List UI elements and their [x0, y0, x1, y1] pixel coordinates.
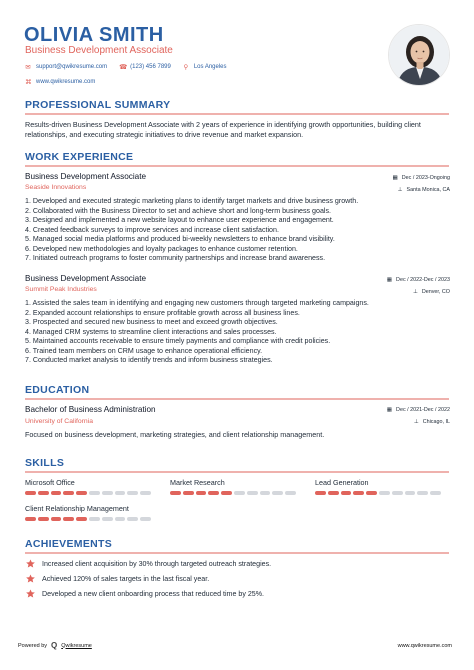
job-2-dates: [387, 277, 450, 283]
skill-level-segment: [89, 517, 100, 521]
phone-text: (123) 456 7899: [130, 64, 171, 70]
skill-level-segment: [417, 491, 428, 495]
location-text: Los Angeles: [193, 64, 227, 70]
skill-level-segment: [115, 517, 126, 521]
skill-4-level-bar: [25, 517, 151, 521]
job-1-dates-text: Dec / 2023-Ongoing: [401, 175, 450, 181]
skill-level-segment: [89, 491, 100, 495]
contact-phone[interactable]: [119, 63, 171, 71]
skill-level-segment: [25, 491, 36, 495]
experience-heading: WORK EXPERIENCE: [25, 151, 134, 163]
skill-level-segment: [328, 491, 339, 495]
education-dates: [387, 407, 450, 413]
skill-level-segment: [127, 517, 138, 521]
skill-level-segment: [234, 491, 245, 495]
portrait-image: [389, 25, 450, 86]
skill-1-name: Microsoft Office: [25, 478, 75, 487]
skill-3-name: Lead Generation: [315, 478, 369, 487]
job-2-location: [413, 289, 450, 295]
footer-brand-link[interactable]: Qwikresume: [61, 642, 92, 649]
list-item: 2. Collaborated with the Business Director to set and achieve short and long-term business goals.: [25, 206, 331, 215]
skill-level-segment: [115, 491, 126, 495]
contact-row-primary: [25, 63, 239, 71]
education-degree: Bachelor of Business Administration: [25, 405, 156, 414]
skill-level-segment: [183, 491, 194, 495]
skill-1-level-bar: [25, 491, 151, 495]
skill-level-segment: [102, 517, 113, 521]
list-item: 4. Created feedback surveys to improve services and increase client satisfaction.: [25, 225, 279, 234]
skill-level-segment: [140, 491, 151, 495]
list-item: 3. Prospected and secured new business to meet and exceed growth objectives.: [25, 318, 278, 326]
experience-divider: [25, 165, 449, 167]
link-icon: ⌘: [25, 79, 32, 86]
skill-2-level-bar: [170, 491, 296, 495]
education-description: Focused on business development, marketing strategies, and client relationship management.: [25, 430, 325, 439]
job-2-company: Summit Peak Industries: [25, 286, 97, 293]
list-item: 3. Designed and implemented a new website layout to enhance user experience and engagement.: [25, 216, 334, 224]
education-divider: [25, 398, 449, 400]
phone-icon: ☎: [119, 64, 128, 71]
calendar-icon: ▦: [386, 277, 393, 283]
skill-level-segment: [247, 491, 258, 495]
job-1-location: [398, 187, 450, 193]
skill-level-segment: [76, 491, 87, 495]
list-item: 6. Developed new methodologies and loyalty packages to enhance customer retention.: [25, 244, 298, 253]
list-item: 4. Managed CRM systems to streamline client interactions and sales processes.: [25, 327, 277, 336]
skill-level-segment: [285, 491, 296, 495]
skill-2-name: Market Research: [170, 478, 225, 487]
job-1-responsibilities: [25, 197, 450, 264]
list-item: 1. Assisted the sales team in identifying and engaging new customers through targeted marketing campaigns.: [25, 299, 369, 307]
award-star-icon: [25, 589, 36, 599]
education-location: [414, 419, 450, 425]
skill-level-segment: [208, 491, 219, 495]
skill-level-segment: [76, 517, 87, 521]
list-item: 5. Managed social media platforms and produced bi-weekly newsletters to enhance brand visibility.: [25, 235, 335, 243]
achievement-1-text: Increased client acquisition by 30% through targeted outreach strategies.: [42, 560, 272, 568]
skill-4-name: Client Relationship Management: [25, 504, 129, 513]
skill-level-segment: [392, 491, 403, 495]
job-1-company: Seaside Innovations: [25, 184, 87, 191]
job-2-responsibilities: [25, 299, 450, 366]
skill-level-segment: [272, 491, 283, 495]
job-2-dates-text: Dec / 2022-Dec / 2023: [396, 277, 450, 283]
skills-heading: SKILLS: [25, 457, 65, 469]
skills-divider: [25, 471, 449, 473]
list-item: 1. Developed and executed strategic marketing plans to identify target markets and drive business growth.: [25, 197, 359, 205]
list-item: 5. Maintained accounts receivable to ensure timely payments and compliance with credit policies.: [25, 337, 331, 345]
achievement-3-text: Developed a new client onboarding process that reduced time by 25%.: [42, 590, 265, 598]
contact-row-secondary: [25, 78, 107, 86]
job-1-title: Business Development Associate: [25, 172, 147, 181]
candidate-title: Business Development Associate: [25, 45, 173, 56]
skill-level-segment: [63, 491, 74, 495]
skill-level-segment: [260, 491, 271, 495]
achievement-2-text: Achieved 120% of sales targets in the last fiscal year.: [42, 575, 210, 583]
skill-level-segment: [38, 491, 49, 495]
skill-level-segment: [353, 491, 364, 495]
skill-level-segment: [38, 517, 49, 521]
envelope-icon: ✉: [25, 64, 31, 71]
award-star-icon: [25, 574, 36, 584]
summary-heading: PROFESSIONAL SUMMARY: [25, 99, 171, 111]
summary-divider: [25, 113, 449, 115]
education-school: University of California: [25, 418, 93, 425]
job-1-dates: [392, 175, 450, 181]
award-star-icon: [25, 559, 36, 569]
skill-level-segment: [405, 491, 416, 495]
list-item: 7. Conducted market analysis to identify trends and inform business strategies.: [25, 356, 273, 364]
skill-3-level-bar: [315, 491, 441, 495]
pushpin-icon: ⊥: [413, 419, 419, 425]
achievement-3: [25, 589, 264, 599]
website-text: www.qwikresume.com: [36, 79, 96, 85]
skill-level-segment: [196, 491, 207, 495]
contact-website[interactable]: [25, 78, 95, 86]
achievement-2: [25, 574, 209, 584]
education-dates-text: Dec / 2021-Dec / 2022: [396, 407, 450, 413]
skill-level-segment: [25, 517, 36, 521]
contact-location: [183, 63, 227, 71]
map-pin-icon: ⚲: [183, 64, 189, 71]
skill-level-segment: [51, 491, 62, 495]
job-2-title: Business Development Associate: [25, 274, 147, 283]
list-item: 7. Initiated outreach programs to foster community partnerships and increase brand awareness.: [25, 254, 326, 262]
skill-level-segment: [102, 491, 113, 495]
calendar-icon: ▦: [392, 175, 398, 181]
footer-website[interactable]: www.qwikresume.com: [397, 643, 452, 649]
skill-level-segment: [221, 491, 232, 495]
summary-text: Results-driven Business Development Associate with 2 years of experience in identifying growth opportunities, building client relationships, and executing strategic initiatives to drive revenue and market expansion.: [25, 120, 421, 139]
achievements-heading: ACHIEVEMENTS: [25, 538, 113, 550]
candidate-name: OLIVIA SMITH: [24, 24, 164, 46]
skill-level-segment: [140, 517, 151, 521]
skill-level-segment: [379, 491, 390, 495]
education-heading: EDUCATION: [25, 384, 90, 396]
calendar-icon: ▦: [386, 407, 393, 413]
skill-level-segment: [170, 491, 181, 495]
skill-level-segment: [341, 491, 352, 495]
skill-level-segment: [51, 517, 62, 521]
contact-email[interactable]: [25, 63, 107, 71]
job-2-location-text: Denver, CO: [421, 289, 450, 295]
achievements-divider: [25, 552, 449, 554]
list-item: 6. Trained team members on CRM usage to enhance operational efficiency.: [25, 346, 263, 355]
pushpin-icon: ⊥: [397, 187, 403, 193]
profile-photo: [388, 24, 450, 86]
education-location-text: Chicago, IL: [422, 419, 450, 425]
pushpin-icon: ⊥: [412, 289, 418, 295]
skill-level-segment: [63, 517, 74, 521]
achievement-1: [25, 559, 271, 569]
job-1-location-text: Santa Monica, CA: [406, 187, 450, 193]
email-text: support@qwikresume.com: [36, 64, 108, 70]
footer-powered-by: [18, 641, 92, 650]
skill-level-segment: [315, 491, 326, 495]
powered-by-label: Powered by: [18, 642, 48, 649]
list-item: 2. Expanded account relationships to ensure profitable growth across all business lines.: [25, 308, 300, 317]
skill-level-segment: [430, 491, 441, 495]
skill-level-segment: [366, 491, 377, 495]
skill-level-segment: [127, 491, 138, 495]
qwikresume-logo-icon: Q: [51, 641, 58, 650]
